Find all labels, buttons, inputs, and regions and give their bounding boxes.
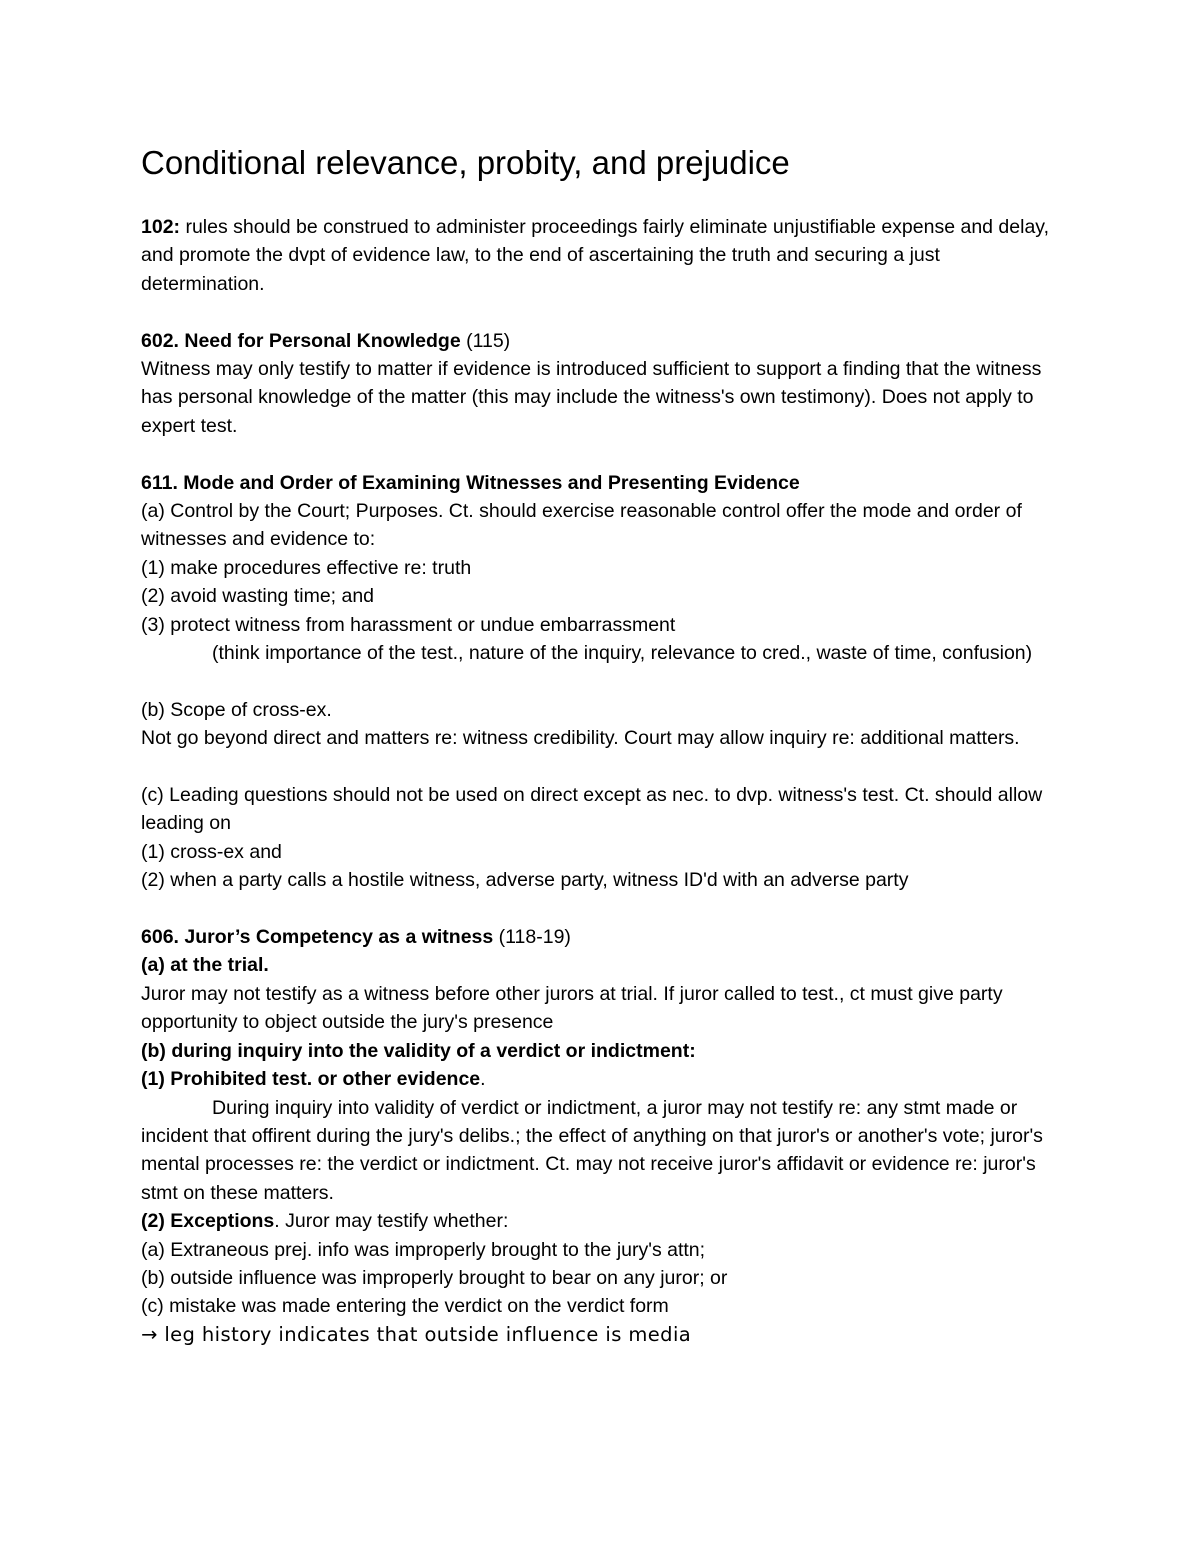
rule-606-b-heading bbox=[141, 1037, 1061, 1065]
spacer bbox=[141, 667, 1061, 695]
rule-606-a-heading-text: (a) at the trial. bbox=[141, 954, 269, 977]
rule-606-exception-b: (b) outside influence was improperly brought to bear on any juror; or bbox=[141, 1266, 728, 1289]
rule-606-heading-line bbox=[141, 923, 1061, 951]
rule-606-b1-period: . bbox=[480, 1068, 486, 1091]
rule-606-b1-body: During inquiry into validity of verdict or indictment, a juror may not testify re: any stmt made or incident that offirent during the jury's delibs.; the effect of anything on that juror's or another's vote; juror's mental processes re: the verdict or indictment. Ct. may not receive juror's affidavit or evidence re: juror's stmt on these matters. bbox=[141, 1096, 1043, 1204]
rule-611-c2: (2) when a party calls a hostile witness, adverse party, witness ID'd with an adverse party bbox=[141, 869, 909, 892]
rule-606-b2-heading: (2) Exceptions bbox=[141, 1210, 275, 1233]
rule-602-heading: 602. Need for Personal Knowledge bbox=[141, 329, 461, 352]
rule-611-b-heading: (b) Scope of cross-ex. bbox=[141, 698, 332, 721]
rule-602-pages: (115) bbox=[460, 329, 511, 352]
rule-611-heading-text: 611. Mode and Order of Examining Witnesses and Presenting Evidence bbox=[141, 471, 800, 494]
spacer bbox=[141, 753, 1061, 781]
rule-606-exception-a: (a) Extraneous prej. info was improperly brought to the jury's attn; bbox=[141, 1238, 706, 1261]
rule-611-a1: (1) make procedures effective re: truth bbox=[141, 556, 472, 579]
rule-606-b1-heading bbox=[141, 1065, 1061, 1093]
rule-102-number: 102: bbox=[141, 216, 181, 238]
rule-606-note: → leg history indicates that outside influence is media bbox=[141, 1322, 692, 1346]
rule-606-b1-heading-text: (1) Prohibited test. or other evidence bbox=[141, 1068, 481, 1091]
rule-611-c1: (1) cross-ex and bbox=[141, 840, 282, 863]
rule-606-a-body: Juror may not testify as a witness before other jurors at trial. If juror called to test., ct must give party opportunity to object outside the jury's presence bbox=[141, 982, 1003, 1034]
rule-611-a-intro: (a) Control by the Court; Purposes. Ct. should exercise reasonable control offer the mode and order of witnesses and evidence to: bbox=[141, 500, 1022, 551]
rule-611-heading bbox=[141, 469, 1061, 497]
rule-606-exception-c: (c) mistake was made entering the verdict on the verdict form bbox=[141, 1295, 669, 1318]
document-page bbox=[141, 143, 1061, 1349]
rule-602-heading-line bbox=[141, 327, 1061, 355]
rule-102-paragraph bbox=[141, 213, 1061, 298]
spacer bbox=[141, 440, 1061, 468]
rule-606-b2-line bbox=[141, 1207, 1061, 1235]
rule-606-b-heading-text: (b) during inquiry into the validity of a verdict or indictment: bbox=[141, 1039, 696, 1062]
spacer bbox=[141, 298, 1061, 326]
rule-606-heading: 606. Juror’s Competency as a witness bbox=[141, 926, 494, 949]
rule-611-b-body: Not go beyond direct and matters re: witness credibility. Court may allow inquiry re: additional matters. bbox=[141, 727, 1020, 750]
document-title: Conditional relevance, probity, and prejudice bbox=[141, 144, 790, 181]
rule-606-pages: (118-19) bbox=[493, 926, 571, 949]
rule-606-a-heading bbox=[141, 951, 1061, 979]
rule-611-a-note: (think importance of the test., nature of the inquiry, relevance to cred., waste of time, confusion) bbox=[212, 642, 1033, 665]
rule-611-a3: (3) protect witness from harassment or undue embarrassment bbox=[141, 613, 676, 636]
spacer bbox=[141, 895, 1061, 923]
rule-102-text: rules should be construed to administer proceedings fairly eliminate unjustifiable expense and delay, and promote the dvpt of evidence law, to the end of ascertaining the truth and securing a just determination. bbox=[141, 216, 1050, 295]
rule-611-c-intro: (c) Leading questions should not be used on direct except as nec. to dvp. witness's test. Ct. should allow leading on bbox=[141, 784, 1043, 835]
rule-611-a2: (2) avoid wasting time; and bbox=[141, 585, 375, 608]
rule-606-b2-intro: . Juror may testify whether: bbox=[274, 1210, 509, 1233]
rule-602-body: Witness may only testify to matter if evidence is introduced sufficient to support a finding that the witness has personal knowledge of the matter (this may include the witness's own testimony). Does not apply to expert test. bbox=[141, 358, 1042, 437]
